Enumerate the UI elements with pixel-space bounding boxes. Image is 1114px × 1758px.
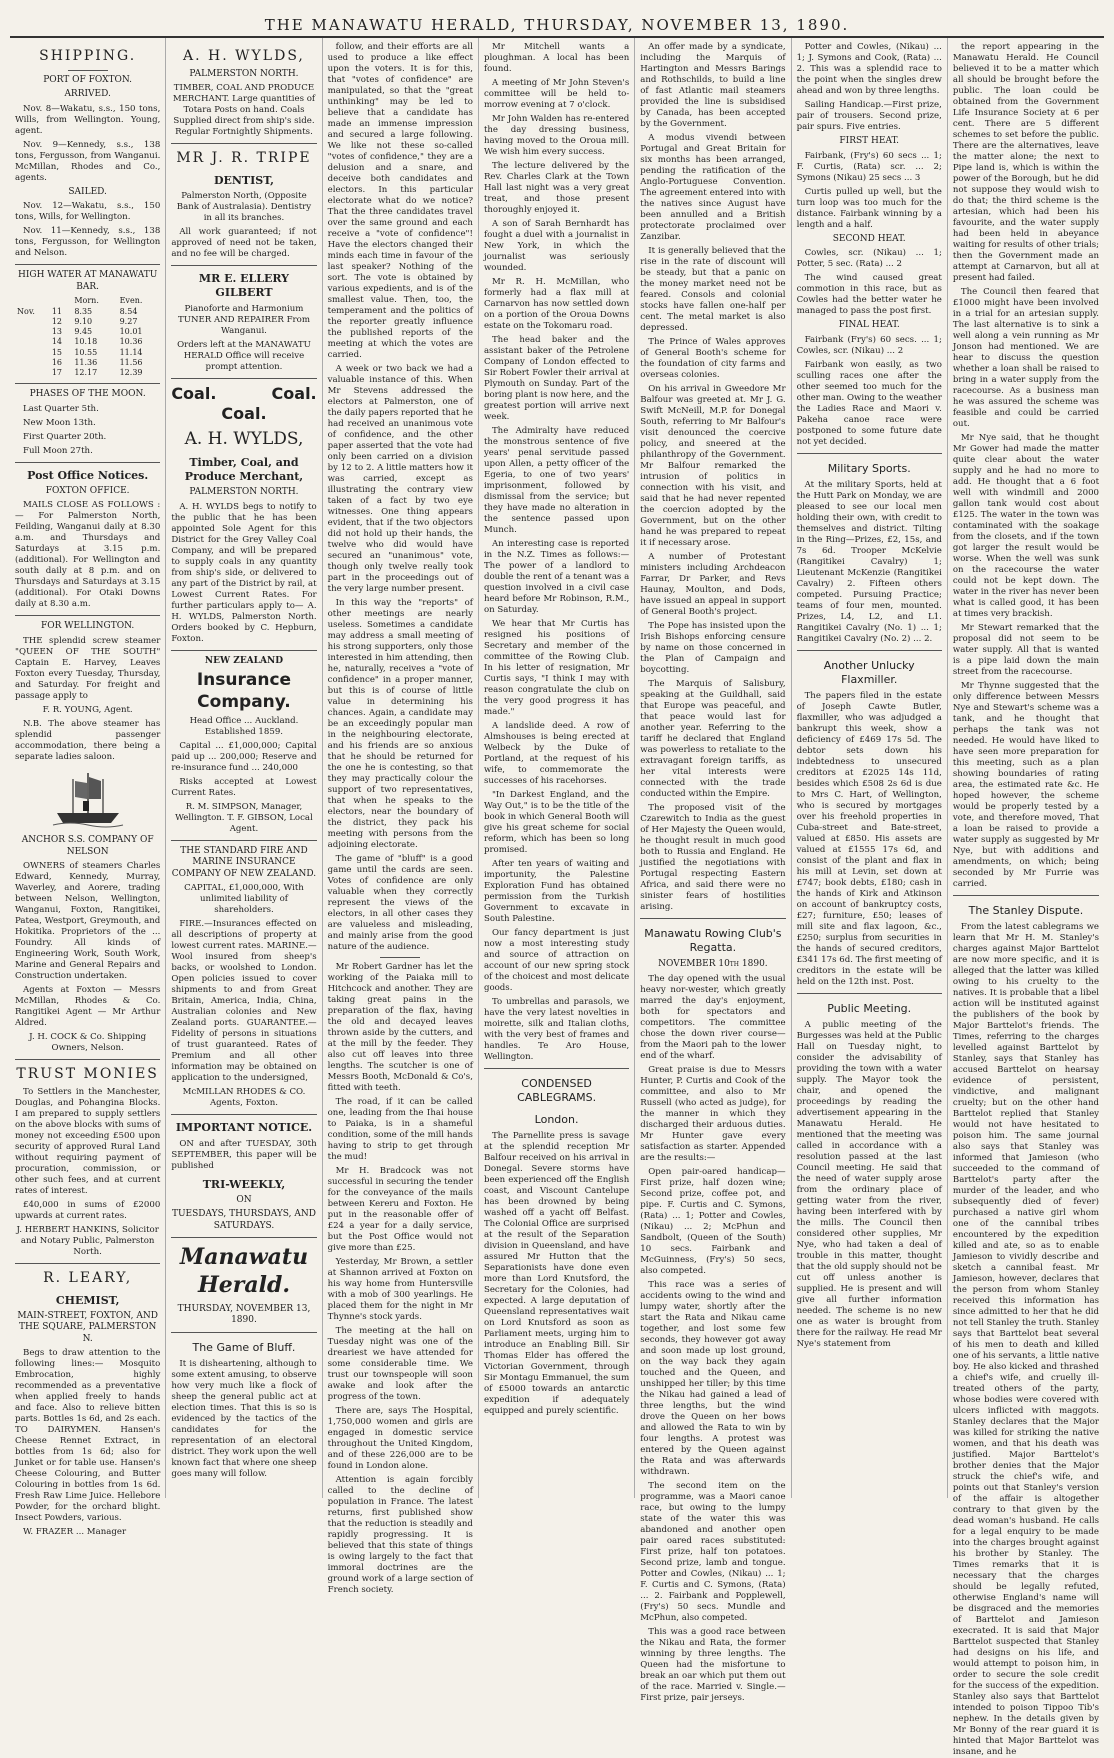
moon-4: Full Moon 27th.	[23, 445, 93, 456]
news-item: Mr R. H. McMillan, who formerly had a flax mill at Carnarvon has now settled down on a portion of the Oroua Downs estate on the Tokomaru road.	[483, 277, 630, 331]
cable-item: The Pope has insisted upon the Irish Bishops enforcing censure by name on those concerned in the Plan of Campaign and boycotting.	[640, 621, 786, 675]
post-office-heading: Post Office Notices.	[27, 468, 149, 482]
sailing-1: Nov. 12—Wakatu, s.s., 150 tons, Wills, for Wellington.	[15, 201, 161, 223]
steamship-icon	[53, 769, 123, 829]
public-meeting-cont: Mr Stewart remarked that the proposal did not seem to be water supply. All that is wanted is a pipe laid down the main street from the racecourse.	[952, 623, 1100, 677]
public-meeting-cont: Mr Nye said, that he thought Mr Gower had made the matter quite clear about the water supply and he had no more to add. He thought that a 6 foot well with windmill and 2000 gallon tank would cost about £125. The water in the town was contaminated with the soakage from the closets, and if the town got larger the result would be worse. When the well was sunk on the racecourse the water could not be kept down. The water in the river has never been what is called good, it has been at times very brackish.	[952, 433, 1100, 619]
first-heat-heading: FIRST HEAT.	[839, 136, 899, 146]
anchor-heading: ANCHOR S.S. COMPANY OF NELSON	[21, 834, 154, 857]
rowing-text: Potter and Cowles, (Nikau) ... 1; J. Symons and Cook, (Rata) ... 2. This was a splendid race to the point when the singles drew ahead and won by three lengths.	[796, 42, 942, 96]
table-row: 12 9.10 9.27	[51, 316, 138, 326]
public-meeting-heading: Public Meeting.	[827, 1001, 912, 1015]
rowing-heading: Manawatu Rowing Club's Regatta.	[644, 927, 782, 955]
trust-monies-sum: £40,000 in sums of £2000 upwards at current rates.	[15, 1199, 161, 1221]
news-item: "In Darkest England, and the Way Out," is to be the title of the book in which General Booth will give his great scheme for social reform, which has been so long promised.	[483, 790, 630, 855]
news-item: The Admiralty have reduced the monstrous sentence of five years' penal servitude passed upon Allen, a petty officer of the Egeria, to one of two years' imprisonment, followed by dismissal from the service; but they have made no alteration in the sentence passed upon Munch.	[483, 426, 630, 535]
public-meeting-cont: the report appearing in the Manawatu Herald. He Council believed it to be a matter which all should be brought before the public. The loan could be obtained from the Government Life Insurance Society at 6 per cent. There are 5 different schemes to set before the public. There are the alternatives, leave the matter alone; the next to Pipe land is, which is within the power of the Borough, but he did not suppose they would wish to do that; the third scheme is the artesian, which had been his favourite, and the water supply had been held in abeyance waiting for results of other trials; then the Government made an attempt at Carnarvon, but all at present had failed.	[952, 42, 1100, 283]
bluff-text-cont-3: In this way the "reports" of other meetings are nearly useless. Sometimes a candidate may address a small meeting of his strong supporters, only those interested in him attending, then he, naturally, receives a "vote of confidence" in a proper manner, but this is of course of little value in determining his chances. Again, a candidate may be an exceedingly popular man in the neighbouring electorate, and his friends are so anxious that he should be returned for the one he is contesting, so that they may practically colour the support of two representatives, that when he speaks to the electors, near the boundary of the district, they pack his meeting with persons from the adjoining electorate.	[327, 598, 473, 850]
final-heat-heading: FINAL HEAT.	[838, 320, 900, 331]
rowing-text: The wind caused great commotion in this race, but as Cowles had the better water he managed to pass the post first.	[796, 273, 942, 317]
trust-monies-signature: J. HERBERT HANKINS, Solicitor and Notary Public, Palmerston North.	[16, 1224, 159, 1257]
column-6	[792, 38, 948, 1498]
news-item: There are, says The Hospital, 1,750,000 women and girls are engaged in domestic service throughout the United Kingdom, and of these 226,000 are to be found in London alone.	[327, 1406, 473, 1471]
tripe-heading: MR J. R. TRIPE	[176, 150, 312, 167]
table-row: 14 10.18 10.36	[51, 337, 143, 347]
anchor-signature: J. H. COCK & Co. Shipping Owners, Nelson.	[29, 1032, 147, 1054]
trust-monies-heading: TRUST MONIES	[16, 1066, 159, 1083]
insurance-heading: Insurance Company.	[196, 670, 292, 713]
dentist-heading: DENTIST,	[213, 174, 274, 188]
bluff-text-cont-1: follow, and their efforts are all used to produce a like effect upon the voters. It is for this, that "votes of confidence" are manipulated, so that the "great unthinking" may be led to believe that a candidate has made an immense impression and secured a large following. We like not these so-called "votes of confidence," they are a delusion and a snare, and deceive both candidates and electors. In this particular electorate what do we notice? That the three candidates travel over the same ground and each receive a "vote of confidence"! Have the electors changed their minds each time in favour of the last speaker? Nothing of the sort. The vote is obtained by various expedients, and is of the smallest value. Then, too, the temperament and the politics of the reporter greatly influence the published reports of the meeting at which the votes are carried.	[327, 42, 473, 360]
cable-item: On his arrival in Gweedore Mr Balfour was greeted at. Mr J. G. Swift McNeill, M.P. for Donegal South, referring to Mr Balfour's visit denounced the coercive policy, and sneered at the philanthropy of the Government. Mr Balfour remarked the intrusion of politics in connection with his visit, and said that he had never repented the coercion adopted by the Government, but on the other hand he was prepared to repeat it if necessary arose.	[640, 384, 786, 548]
bluff-text: It is disheartening, although to some extent amusing, to observe how very much like a flock of sheep the general public act at election times. That this is so is evidenced by the tactics of the candidates for the representation of an electoral district. They work upon the well known fact that where one sheep goes many will follow.	[171, 1358, 317, 1479]
leary-heading: R. LEARY,	[43, 1269, 133, 1286]
chemist-signature: W. FRAZER ... Manager	[23, 1527, 127, 1538]
high-water-heading: HIGH WATER AT MANAWATU BAR.	[17, 270, 158, 292]
for-wellington-agent: F. R. YOUNG, Agent.	[42, 704, 133, 715]
insurance-signature: R. M. SIMPSON, Manager, Wellington. T. F. GIBSON, Local Agent.	[175, 801, 313, 834]
stanley-text: From the latest cablegrams we learn that Mr H. M. Stanley's charges against Major Barttelot are now more specific, and it is alleged that the latter was killed owing to his cruelty to the natives. It is probable that a libel action will be instituted against the publishers of the book by Major Barttelot's friends. The Times, referring to the charges levelled against Barttelot by Stanley, says that Stanley has accused Barttelot on hearsay evidence of persistent, vindictive, and malignant cruelty; but on the other hand Barttelot replied that Stanley would not have hesitated to poison him. The same journal also says that Stanley was informed that Jamieson (who succeeded to the command of Barttelot's party after the murder of the leader, and who subsequently died of fever) purchased a native girl whom one of the cannibal tribes encountered by the expedition killed and ate, so as to enable Jamieson to vividly describe and sketch a cannibal feast. Mr Jamieson, however, declares that the person from whom Stanley received this information has since admitted to her that he did not tell Stanley the truth. Stanley says that Barttelot beat several of his men to death and killed one of his servants, a little native boy. He also kicked and thrashed a chief's wife, and cruelly ill-treated others of the party, whose bodies were covered with ulcers inflicted with maggots. Stanley declares that the Major was killed for striking the native women, and that his death was justified. Major Barttelot's brother denies that the Major struck the chief's wife, and points out that Stanley's version of the affair is altogether contrary to that given by the dead woman's husband. He calls for a legal enquiry to be made into the charges brought against his brother by Stanley. The Times remarks that it is necessary that the charges should be legally refuted, otherwise England's name will be disgraced and the memories of Barttelot and Jamieson execrated. It is said that Major Barttelot suspected that Stanley had designs on his life, and would attempt to poison him, in order to secure the sole credit for the success of the expedition. Stanley also says that Barttelot intended to poison Tippoo Tib's nephew. In the details given by Mr Bonny of the rear guard it is hinted that Major Barttelot was insane, and he	[952, 922, 1100, 1758]
high-water-table: Morn. Even. Nov. 11 8.35 8.54 12 9.10 9.27 13 9.45 10.01 14 10.18 10.36 15 10.55 11.14 16 11.36 11.56 17 12.17 12.39	[15, 296, 160, 378]
cable-item: It is generally believed that the rise in the rate of discount will be steady, but that a panic on the money market need not be feared. Consols and colonial stocks have fallen one-half per cent. The metal market is also depressed.	[640, 246, 786, 333]
standard-signature: McMILLAN RHODES & CO. Agents, Foxton.	[182, 1087, 306, 1109]
sailed-heading: SAILED.	[68, 186, 107, 197]
military-text: At the military Sports, held at the Hutt Park on Monday, we are pleased to see our local men holding their own, with credit to themselves and district. Tilting in the Ring—Prizes, £2, 15s, and 7s 6d. Trooper McKelvie (Rangitikei Cavalry) 1; Lieutenant McKenzie (Rangitikei Cavalry) 2. Fifteen others competed. Pursuing Practice; teams of four men, mounted. Prizes, L4, L2, and L1. Rangitikei Cavalry (No. 1) ... 1; Rangitikei Cavalry (No. 2) ... 2.	[796, 479, 942, 644]
newspaper-page	[10, 8, 1104, 1758]
column-1	[10, 38, 166, 1538]
flaxmiller-text: The papers filed in the estate of Joseph Cawte Butler, flaxmiller, who was adjudged a bankrupt this week, show a deficiency of £469 17s 5d. The debtor sets down his indebtedness to unsecured creditors at £2025 14s 11d, besides which £508 2s 6d is due to Mrs C. Hart, of Wellington, who is secured by mortgages over his freehold properties in Cuba-street and Bate-street, valued at £850. His assets are valued at £1555 17s 6d, and consist of the plant and flax in his mill at Levin, set down at £747; book debts, £180; cash in the hands of Kirk and Atkinson on account of bankruptcy costs, £27; furniture, £50; leases of mill site and flax lagoon, &c., £250; surplus from securities in the hands of secured creditors, £341 17s 6d. The first meeting of creditors in the estate will be held on the 12th inst. Post.	[796, 690, 942, 987]
news-item: A son of Sarah Bernhardt has fought a duel with a journalist in New York, in which the journalist was seriously wounded.	[483, 219, 630, 273]
for-wellington-heading: FOR WELLINGTON.	[41, 621, 135, 632]
for-wellington-note: N.B. The above steamer has splendid passenger accommodation, there being a separate ladies saloon.	[15, 718, 161, 762]
rowing-text: This was a good race between the Nikau and Rata, the former winning by three lengths. The Queen had the misfortune to break an oar which put them out of the race. Married v. Single.—First prize, pair jerseys.	[640, 1626, 786, 1703]
column-5	[635, 38, 791, 1703]
news-item: The road, if it can be called one, leading from the Ihai house to Paiaka, is in a shameful condition, some of the mill hands having to strip to get through the mud!	[327, 1097, 473, 1162]
column-3	[323, 38, 479, 1595]
news-item: Attention is again forcibly called to the decline of population in France. The latest returns, first published show that the reduction is steadily and rapidly progressing. It is believed that this state of things is owing largely to the fact that immoral doctrines are the ground work of a large section of French society.	[327, 1475, 473, 1595]
arrival-1: Nov. 8—Wakatu, s.s., 150 tons, Wills, from Wellington. Young, agent.	[15, 103, 161, 136]
cable-item: A number of Protestant ministers including Archdeacon Farrar, Dr Parker, and Revs Haunay, Moulton, and Dods, have issued an appeal in support of General Booth's project.	[640, 552, 786, 617]
moon-1: Last Quarter 5th.	[23, 403, 99, 414]
news-item: A meeting of Mr John Steven's committee will be held to-morrow evening at 7 o'clock.	[483, 78, 630, 110]
cable-item: A modus vivendi between Portugal and Great Britain for six months has been arranged, pending the ratification of the Anglo-Portuguese Convention. The agreement entered into with the natives since August have been annulled and a British protectorate proclaimed over Zanzibar.	[640, 133, 786, 242]
rowing-text: Fairbank won easily, as two sculling races one after the other seemed too much for the other man. Owing to the weather the Ladies Race and Maori v. Pakeha canoe race were postponed to some future date not yet decided.	[796, 359, 942, 447]
trust-monies-text: To Settlers in the Manchester, Douglas, and Pohangina Blocks. I am prepared to supply settlers on the above blocks with sums of money not exceeding £500 upon security of approved Rural Land without requiring payment of procuration, commission, or other such fees, and at current rates of interest.	[15, 1086, 161, 1196]
rowing-text: This race was a series of accidents owing to the wind and lumpy water, shortly after the start the Rata and Nikau came together, and lost some few seconds, they however got away and soon made up lost ground, on the way back they again touched and the Queen, and unshipped her tiller; by this time the Nikau had gained a lead of three lengths, but the wind drove the Queen on her bows and allowed the Rata to win by four lengths. A protest was entered by the Queen against the Rata and was afterwards withdrawn.	[640, 1279, 786, 1477]
news-item: A landslide deed. A row of Almshouses is being erected at Welbeck by the Duke of Portland, at the request of his wife, to commemorate the successes of his racehorses.	[483, 721, 630, 786]
rowing-text: The second item on the programme, was a Maori canoe race, but owing to the lumpy state of the water this was abandoned and another open pair oared races substituted: First prize, half ton potatoes. Second prize, lamb and tongue. Potter and Cowles, (Nikau) ... 1; F. Curtis and C. Symons, (Rata) ... 2. Fairbank and Popplewell, (Fry's) 50 secs. Mundle and McPhun, also competed.	[640, 1480, 786, 1623]
standard-heading: THE STANDARD FIRE AND MARINE INSURANCE COMPANY OF NEW ZEALAND.	[171, 845, 317, 879]
bluff-text-cont-4: The game of "bluff" is a good game until the cards are seen. Votes of confidence are only valuable when they correctly represent the views of the electors, in all other cases they are valueless and misleading, and mainly arise from the good nature of the audience.	[327, 854, 473, 952]
rowing-text: Sailing Handicap.—First prize, pair of trousers. Second prize, pair spurs. Five entries.	[796, 100, 942, 132]
wylds-text: A. H. WYLDS begs to notify to the public that he has been appointed Sole Agent for this District for the Grey Valley Coal Company, and will be prepared to supply coals in any quantity from ship's side, or delivered to any part of the District by rail, at Lowest Current Rates. For further particulars apply to— A. H. WYLDS, Palmerston North. Orders booked by C. Hepburn, Foxton.	[171, 501, 317, 644]
news-item: To umbrellas and parasols, we have the very latest novelties in moirette, silk and Italian cloths, with the very best of frames and handles. Te Aro House, Wellington.	[483, 997, 630, 1062]
tri-weekly: TRI-WEEKLY,	[202, 1177, 286, 1191]
important-notice-text: ON and after TUESDAY, 30th SEPTEMBER, this paper will be published	[171, 1138, 317, 1171]
anchor-agents: Agents at Foxton — Messrs McMillan, Rhodes & Co. Rangitikei Agent — Mr Arthur Aldred.	[15, 985, 161, 1029]
news-item: Our fancy department is just now a most interesting study and source of attraction on account of our new spring stock of the choicest and most delicate goods.	[483, 928, 630, 993]
rowing-text: Great praise is due to Messrs Hunter, P. Curtis and Cook of the committee, and also to Mr Russell (who acted as judge), for the manner in which they discharged their arduous duties. Mr Hunter gave every satisfaction as starter. Appended are the results:—	[640, 1064, 786, 1163]
standard-capital: CAPITAL, £1,000,000, With unlimited liability of shareholders.	[184, 883, 304, 916]
news-item: Mr Mitchell wants a ploughman. A local has been found.	[483, 42, 630, 74]
column-7	[948, 38, 1104, 1758]
wylds-sub: Timber, Coal, and Produce Merchant,	[184, 456, 304, 484]
arrival-2: Nov. 9—Kennedy, s.s., 138 tons, Fergusson, from Wanganui. McMillan, Rhodes and Co., agents.	[15, 139, 161, 183]
cable-item: The Marquis of Salisbury, speaking at the Guildhall, said that Europe was peaceful, and that peace would last for another year. Referring to the tariff he declared that England was powerless to retaliate to the extravagant foreign tariffs, as her vital interests were connected with the trade conducted within the Empire.	[640, 679, 786, 799]
rowing-date: NOVEMBER 10th 1890.	[658, 959, 768, 970]
wylds-top-address: PALMERSTON NORTH.	[189, 68, 299, 79]
news-item: The meeting at the hall on Tuesday night was one of the dreariest we have attended for some considerable time. We trust our townspeople will soon awake and look after the progress of the town.	[327, 1326, 473, 1402]
standard-text: FIRE.—Insurances effected on all descriptions of property at lowest current rates. MARINE.—Wool insured from sheep's backs, or woolshed to London. Open policies issued to cover shipments to and from Great Britain, America, India, China, Australian colonies and New Zealand ports. GUARANTEE.—Fidelity of persons in situations of trust guaranteed. Rates of Premium and all other information may be obtained on application to the undersigned,	[171, 919, 317, 1084]
cablegrams-heading: CONDENSED CABLEGRAMS.	[517, 1077, 597, 1105]
chemist-text: Begs to draw attention to the following lines:— Mosquito Embrocation, highly recommended as a preventative when applied freely to hands and face. Also to relieve bitten parts. Bottles 1s 6d, and 2s each. TO DAIRYMEN. Hansen's Cheese Rennet Extract, in bottles from 1s 6d; also for Junket or for table use. Hansen's Cheese Colouring, and Butter Colouring in bottles from 1s 6d. Fresh Raw Lime Juice. Hellebore Powder, for the orchard blight. Insect Powders, various.	[15, 1348, 161, 1524]
wylds-heading: A. H. WYLDS,	[184, 428, 304, 449]
wylds-address: PALMERSTON NORTH.	[189, 487, 299, 498]
cablegrams-london: London.	[534, 1113, 579, 1127]
cable-item: An offer made by a syndicate, including the Marquis of Hartington and Messrs Barings and Rothschilds, to build a line of fast Atlantic mail steamers provided the line is subsidised by Canada, has been accepted by the Government.	[640, 42, 786, 129]
bluff-heading: The Game of Bluff.	[192, 1340, 296, 1354]
post-office-text: MAILS CLOSE AS FOLLOWS :— For Palmerston North, Feilding, Wanganui daily at 8.30 a.m. and Thursdays and Saturdays at 3.15 p.m. (additional). For Wellington and south daily at 8 p.m. and on Thursdays and Saturdays at 3.15 (additional). For Otaki Downs daily at 8.30 a.m.	[15, 500, 161, 610]
bluff-text-cont-2: A week or two back we had a valuable instance of this. When Mr Stevens addressed the electors at Palmerston, one of the daily papers reported that he had received an unanimous vote of confidence, and the other paper asserted that the vote had only been carried on a division by 12 to 2. A little matters how it was carried, except as illustrating the contrary view taken of a fact by two eye witnesses. One thing appears evident, that if the two objectors did not hold up their hands, the twelve who did would have secured an "unanimous" vote, though only twelve really took part in the proceedings out of the very large number present.	[327, 364, 473, 594]
post-office-sub: FOXTON OFFICE.	[45, 485, 130, 496]
chemist-address: MAIN-STREET, FOXTON, AND THE SQUARE, PALMERSTON N.	[17, 1310, 158, 1344]
table-row: 16 11.36 11.56	[51, 357, 143, 367]
port-heading: PORT OF FOXTON.	[43, 74, 133, 85]
tripe-address: Palmerston North, (Opposite Bank of Australasia). Dentistry in all its branches.	[176, 191, 312, 224]
coal-banner: Coal. Coal.	[171, 383, 317, 403]
gilbert-text: Orders left at the MANAWATU HERALD Office will receive prompt attention.	[177, 339, 311, 372]
nz-heading: NEW ZEALAND	[204, 655, 284, 666]
masthead: THE MANAWATU HERALD, THURSDAY, NOVEMBER 13, 1890.	[10, 8, 1104, 38]
news-item: The head baker and the assistant baker of the Petrolene Company of London effected to Sir Robert Fowler their arrival at Plymouth on Sunday. Part of the boring plant is now here, and the greatest portion will arrive next week.	[483, 335, 630, 422]
insurance-head-office: Head Office ... Auckland. Established 1859.	[189, 715, 299, 737]
cable-item: The proposed visit of the Czarewitch to India as the guest of Her Majesty the Queen would, he thought result in much good both to Russia and England. He justified the negotiations with Portugal respecting Eastern Africa, and said there were no sinister fears of hostilities arising.	[640, 803, 786, 912]
table-row: 17 12.17 12.39	[51, 368, 143, 378]
insurance-capital: Capital ... £1,000,000; Capital paid up ... 200,000; Reserve and re-insurance fund ... 240,000	[171, 740, 317, 773]
insurance-risks: Risks accepted at Lowest Current Rates.	[171, 776, 317, 798]
news-item: We hear that Mr Curtis has resigned his positions of Secretary and member of the committee of the Rowing Club. In his letter of resignation, Mr Curtis says, "I think I may with reason congratulate the club on the very good progress it has made."	[483, 619, 630, 717]
flaxmiller-heading: Another Unlucky Flaxmiller.	[823, 658, 915, 686]
news-item: The lecture delivered by the Rev. Charles Clark at the Town Hall last night was a very great treat, and those present thoroughly enjoyed it.	[483, 161, 630, 215]
coal-banner-center: Coal.	[221, 404, 267, 424]
moon-2: New Moon 13th.	[23, 417, 96, 428]
anchor-text: OWNERS of steamers Charles Edward, Kennedy, Murray, Waverley, and Aorere, trading between Nelson, Wellington, Wanganui, Foxton, Rangitikei, Patea, Westport, Greymouth, and Hokitika. Proprietors of the ... Foundry. All kinds of Engineering Work, South Work, Marine and General Repairs and Construction undertaken.	[15, 861, 161, 982]
cable-item: The Prince of Wales approves of General Booth's scheme for the foundation of city farms and overseas colonies.	[640, 337, 786, 380]
gilbert-sub: Pianoforte and Harmonium TUNER AND REPAIRER From Wanganui.	[177, 303, 310, 336]
wylds-top-heading: A. H. WYLDS,	[183, 48, 305, 64]
news-item: Mr H. Bradcock was not successful in securing the tender for the conveyance of the mails between Kereru and Foxton. He put in the reasonable offer of £24 a year for a daily service, but the Post Office would not give more than £25.	[327, 1166, 473, 1253]
stanley-heading: The Stanley Dispute.	[968, 904, 1084, 917]
first-heat-results: Fairbank, (Fry's) 60 secs ... 1; F. Curtis, (Rata) scr. ... 2; Symons (Nikau) 25 secs ... 3	[796, 150, 942, 183]
public-meeting-cont: Mr Thynne suggested that the only difference between Messrs Nye and Stewart's scheme was a tank, and he thought that perhaps the tank was not needed. He would have liked to have seen more preparation for this meeting, such as a plan showing boundaries of rating area, the estimated rate &c. He hoped however, the scheme would be properly tested by a vote, and therefore moved, That a loan be raised to provide a water supply as suggested by Mr Nye, but with additions and amendments, on which; being seconded by Mr Furrie was carried.	[952, 681, 1100, 889]
news-item: Mr Robert Gardner has let the working of the Paiaka mill to Hitchcock and another. They are taking great pains in the preparation of the flax, having the old and decayed leaves thrown aside by the cutters, and at the mill by the feeder. They also cut off leaves into three lengths. The scutcher is one of Messrs Booth, McDonald & Co's, fitted with teeth.	[327, 962, 473, 1093]
public-meeting-cont: The Council then feared that £1000 might have been involved in a trial for an artesian supply. The last alternative is to sink a well along a vein running as Mr Jonson had mentioned. We are hear to discuss the question whether a loan shall be raised to bring in a water supply from the racecourse. As a business man he was assured the scheme was feasible and could be carried out.	[952, 287, 1100, 429]
important-notice-heading: IMPORTANT NOTICE.	[175, 1121, 313, 1135]
rowing-text: Open pair-oared handicap—First prize, half dozen wine; Second prize, coffee pot, and pipe. F. Curtis and C. Symons, (Rata) ... 1; Potter and Cowles, (Nikau) ... 2; McPhun and Sandbolt, (Queen of the South) 10 secs. Fairbank and McGuinness, (Fry's) 50 secs, also competed.	[640, 1166, 786, 1276]
moon-3: First Quarter 20th.	[23, 431, 107, 442]
tri-days: TUESDAYS, THURSDAYS, AND SATURDAYS.	[171, 1209, 316, 1231]
arrived-heading: ARRIVED.	[64, 89, 111, 100]
moon-heading: PHASES OF THE MOON.	[29, 389, 146, 400]
herald-nameplate: Manawatu Herald.	[179, 1244, 309, 1299]
table-row: Nov. 11 8.35 8.54	[17, 306, 138, 316]
tripe-text: All work guaranteed; if not approved of need not be taken, and no fee will be charged.	[171, 227, 317, 260]
rowing-text: Curtis pulled up well, but the turn loop was too much for the distance. Fairbank winning by a length and a half.	[796, 186, 942, 230]
cablegrams-text: The Parnellite press is savage at the splendid reception Mr Balfour received on his arrival in Donegal. Severe storms have been experienced off the English coast, and Viscount Cantelupe has been drowned by being washed off a yacht off Belfast. The Colonial Office are surprised at the result of the Separation division in Queensland, and have assured Mr Hutton that the Separationists have done even more than Lord Knutsford, the Secretary for the Colonies, had expected. A large deputation of Queensland representatives wait on Lord Knutsford as soon as Parliament meets, urging him to introduce an Enabling Bill. Sir Thomas Elder has offered the Victorian Government, through Sir Montagu Emmanuel, the sum of £5000 towards an antarctic expedition if adequately equipped and purely scientific.	[483, 1131, 630, 1417]
sailing-2: Nov. 11—Kennedy, s.s., 138 tons, Fergusson, for Wellington and Nelson.	[15, 226, 161, 259]
for-wellington-text: THE splendid screw steamer "QUEEN OF THE SOUTH" Captain E. Harvey, Leaves Foxton every Tuesday, Thursday, and Saturday. For freight and passage apply to	[15, 635, 161, 701]
gilbert-heading: MR E. ELLERY GILBERT	[198, 272, 290, 300]
public-meeting-text: A public meeting of the Burgesses was held at the Public Hall on Tuesday night, to consider the advisability of providing the town with a water supply. The Mayor took the chair, and opened the proceedings by reading the advertisement appearing in the Manawatu Herald. He mentioned that the meeting was called in accordance with a resolution passed at the last Council meeting. He said that the need of water supply arose from the ordinary place of getting water from the river, having been interfered with by the mills. The Council then considered other supplies, Mr Nye, who had taken a deal of trouble in this matter, thought that the old supply should not be cut off unless another is supplied. He is present and will give all further information needed. The scheme is no new one as water is brought from there for the railway. He read Mr Nye's statement from	[796, 1019, 942, 1349]
news-item: An interesting case is reported in the N.Z. Times as follows:—The power of a landlord to double the rent of a tenant was a question involved in a civil case heard before Mr Robinson, R.M., on Saturday.	[483, 539, 630, 615]
table-row: 15 10.55 11.14	[51, 347, 143, 357]
military-heading: Military Sports.	[827, 461, 911, 475]
news-item: Mr John Walden has re-entered the day dressing business, having moved to the Oroua mill. We wish him every success.	[483, 114, 630, 157]
second-heat-results: Cowles, scr. (Nikau) ... 1; Potter, 5 sec. (Rata) ... 2	[796, 248, 942, 270]
chemist-heading: CHEMIST,	[55, 1293, 120, 1307]
herald-date: THURSDAY, NOVEMBER 13, 1890.	[177, 1303, 311, 1326]
news-item: After ten years of waiting and importunity, the Palestine Exploration Fund has obtained permission from the Turkish Government to excavate in South Palestine.	[483, 859, 630, 924]
table-row: 13 9.45 10.01	[51, 327, 143, 337]
wylds-top-text: TIMBER, COAL AND PRODUCE MERCHANT. Large quantities of Totara Posts on hand. Coals Supplied direct from ship's side. Regular Fortnightly Shipments.	[172, 83, 316, 138]
rowing-text: The day opened with the usual heavy nor-wester, which greatly marred the day's enjoyment, both for spectators and competitors. The committee chose the down river course—from the Maori pah to the lower end of the wharf.	[640, 973, 786, 1061]
column-2	[166, 38, 322, 1498]
column-4	[479, 38, 635, 1498]
final-heat-results: Fairbank (Fry's) 60 secs. ... 1; Cowles, scr. (Nikau) ... 2	[796, 334, 942, 356]
tri-on: ON	[236, 1194, 252, 1205]
shipping-heading: SHIPPING.	[39, 48, 137, 64]
second-heat-heading: SECOND HEAT.	[832, 233, 906, 244]
news-item: Yesterday, Mr Brown, a settler at Shannon arrived at Foxton on his way home from Huntersville with a mob of 300 yearlings. He placed them for the night in Mr Thynne's stock yards.	[327, 1257, 473, 1322]
